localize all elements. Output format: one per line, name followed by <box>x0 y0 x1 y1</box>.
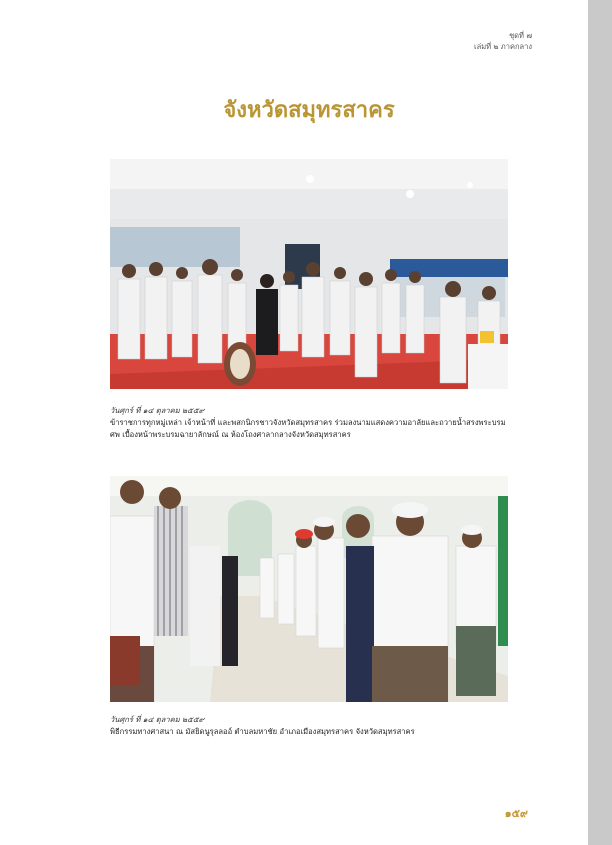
caption-photo-1 <box>110 405 510 441</box>
caption-photo-2 <box>110 714 510 738</box>
header-note <box>372 30 532 52</box>
photo-mosque-prayer <box>110 476 508 702</box>
caption-text: ข้าราชการทุกหมู่เหล่า เจ้าหน้าที่ และพสกนิกรชาวจังหวัดสมุทรสาคร ร่วมลงนามแสดงความอาลัยและถวายน้ำสรงพระบรมศพ เบื้องหน้าพระบรมฉายาลักษณ์ ณ ห้องโถงศาลากลางจังหวัดสมุทรสาคร <box>110 418 506 439</box>
page-number: ๑๕๙ <box>504 807 528 820</box>
caption-date: วันศุกร์ ที่ ๑๔ ตุลาคม ๒๕๕๙ <box>110 715 205 724</box>
page-edge-bar <box>588 0 612 845</box>
caption-date: วันศุกร์ ที่ ๑๔ ตุลาคม ๒๕๕๙ <box>110 406 205 415</box>
page-title: จังหวัดสมุทรสาคร <box>223 97 395 123</box>
photo-ceremony-hall <box>110 159 508 389</box>
header-set-label: ชุดที่ ๗ <box>509 31 532 40</box>
caption-text: พิธีกรรมทางศาสนา ณ มัสยิดนูรุลลออ์ ตำบลมหาชัย อำเภอเมืองสมุทรสาคร จังหวัดสมุทรสาคร <box>110 727 415 736</box>
header-volume-label: เล่มที่ ๒ ภาคกลาง <box>474 42 532 51</box>
